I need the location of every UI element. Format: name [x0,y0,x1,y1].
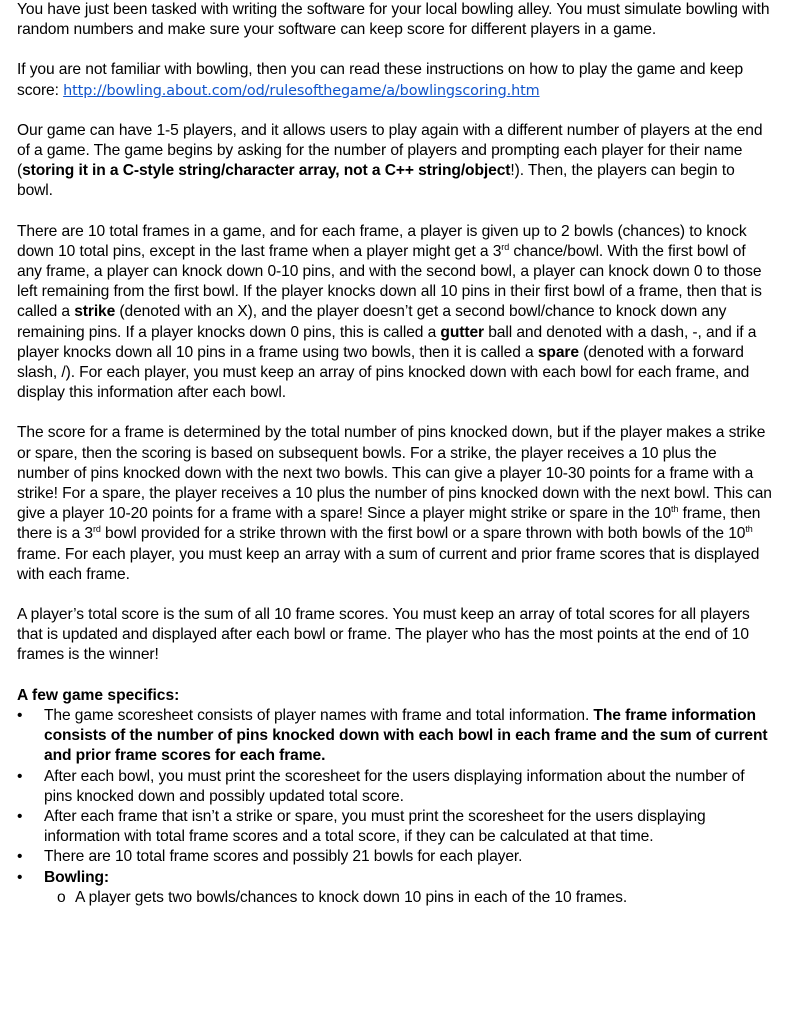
bullet-icon: • [17,706,23,724]
specifics-heading: A few game specifics: [17,686,180,704]
bullet-icon: • [17,868,23,886]
specifics-list [17,706,773,888]
list-item: • After each frame that isn’t a strike or spare, you must print the scoresheet for the users displaying information with total frame scores and a total score, if they can be calculated at that time. [17,807,706,846]
frames-paragraph: There are 10 total frames in a game, and for each frame, a player is given up to 2 bowls (chances) to knock down 10 total pins, except in the last frame when a player might get a 3rd chance/bowl. With the first bowl of any frame, a player can knock down 0-10 pins, and with the second bowl, a player can knock down 0 to those left remaining from the first bowl. If the player knocks down all 10 pins in their first bowl of a frame, then that is called a strike (denoted with an X), and the player doesn’t get a second bowl/chance to knock down any remaining pins. If a player knocks down 0 pins, this is called a gutter ball and denoted with a dash, -, and if a player knocks down all 10 pins in a frame using two bowls, then it is called a spare (denoted with a forward slash, /). For each player, you must keep an array of pins knocked down with each bowl for each frame, and display this information after each bowl. [17,222,762,402]
bullet-icon: • [17,807,23,825]
list-item: • The game scoresheet consists of player names with frame and total information. The frame information consists of the number of pins knocked down with each bowl in each frame and the sum of current and prior frame scores for each frame. [17,706,768,765]
document-page [17,0,773,908]
scoring-paragraph: The score for a frame is determined by the total number of pins knocked down, but if the player makes a strike or spare, then the scoring is based on subsequent bowls. For a strike, the player receives a 10 plus the number of pins knocked down with the next two bowls. This can give a player 10-30 points for a frame with a strike! For a spare, the player receives a 10 plus the number of pins knocked down with the next bowl. This can give a player 10-20 points for a frame with a spare! Since a player might strike or spare in the 10th frame, then there is a 3rd bowl provided for a strike thrown with the first bowl or a spare thrown with both bowls of the 10th frame. For each player, you must keep an array with a sum of current and prior frame scores that is displayed with each frame. [17,424,772,583]
circle-bullet-icon: o [57,888,66,906]
instructions-paragraph: If you are not familiar with bowling, then you can read these instructions on how to play the game and keep score: http://bowling.about.com/od/rulesofthegame/a/bowlingscoring.htm [17,61,744,99]
bowling-scoring-link[interactable]: http://bowling.about.com/od/rulesofthegame/a/bowlingscoring.htm [63,82,540,99]
list-item: o A player gets two bowls/chances to knock down 10 pins in each of the 10 frames. [17,888,773,908]
list-item: • There are 10 total frame scores and possibly 21 bowls for each player. [17,847,773,867]
intro-paragraph: You have just been tasked with writing the software for your local bowling alley. You must simulate bowling with random numbers and make sure your software can keep score for different players in a game. [17,1,770,39]
list-item: • Bowling: [17,868,773,888]
list-item: • After each bowl, you must print the scoresheet for the users displaying information about the number of pins knocked down and possibly updated total score. [17,767,745,805]
total-score-paragraph: A player’s total score is the sum of all 10 frame scores. You must keep an array of total scores for all players that is updated and displayed after each bowl or frame. The player who has the most points at the end of 10 frames is the winner! [17,606,750,664]
bowling-sublist [17,888,773,908]
bullet-icon: • [17,767,23,785]
bullet-icon: • [17,848,23,866]
players-paragraph: Our game can have 1-5 players, and it allows users to play again with a different number of players at the end of a game. The game begins by asking for the number of players and prompting each player for their name (storing it in a C-style string/character array, not a C++ string/object!). Then, the players can begin to bowl. [17,121,763,200]
